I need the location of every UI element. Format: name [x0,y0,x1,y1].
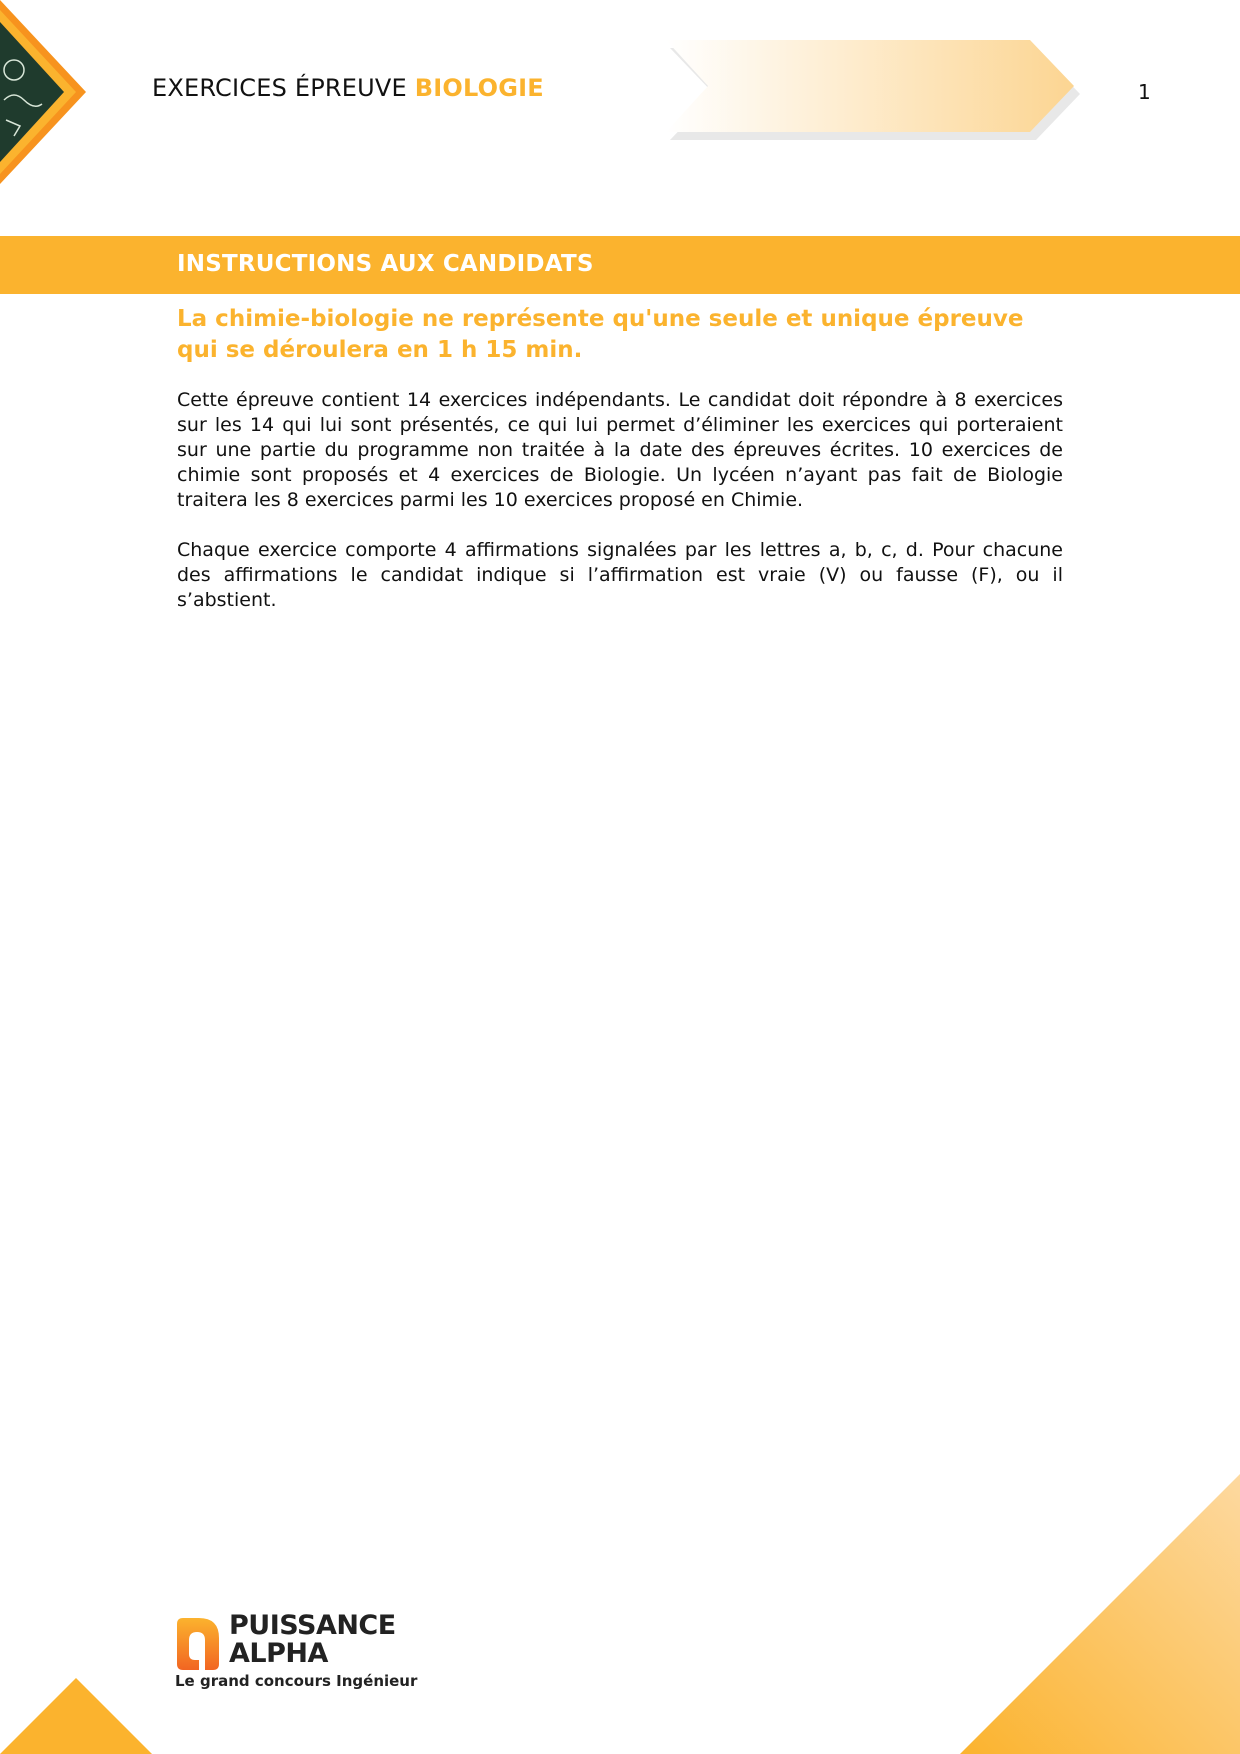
header-title-part2: ÉPREUVE [294,74,407,102]
page-number: 1 [1138,80,1151,104]
header-arrow-banner [658,38,1088,142]
instructions-band [0,236,1240,294]
header-title-part1: EXERCICES [152,74,288,102]
logo-mark-icon [175,1616,227,1670]
bottom-right-decoration [960,1474,1240,1754]
logo-line1: PUISSANCE [229,1610,396,1641]
puissance-alpha-logo [175,1610,418,1690]
corner-badge-image [0,0,110,200]
bottom-left-decoration [0,1674,160,1754]
logo-tagline: Le grand concours Ingénieur [175,1672,418,1690]
content [177,304,1063,638]
lead-statement: La chimie-biologie ne représente qu'une seule et unique épreuve qui se déroulera en 1 h 15 min. [177,306,1024,363]
logo-line2: ALPHA [229,1638,328,1669]
paragraph-1: Cette épreuve contient 14 exercices indépendants. Le candidat doit répondre à 8 exercices sur les 14 qui lui sont présentés, ce qui lui permet d’éliminer les exercices qui porteraient sur une partie du programme non traitée à la date des épreuves écrites. 10 exercices de chimie sont proposés et 4 exercices de Biologie. Un lycéen n’ayant pas fait de Biologie traitera les 8 exercices parmi les 10 exercices proposé en Chimie. [177,389,1063,511]
section-title: INSTRUCTIONS AUX CANDIDATS [177,251,594,277]
header-title-part3: BIOLOGIE [414,74,544,102]
header-title [152,74,544,102]
paragraph-2: Chaque exercice comporte 4 affirmations signalées par les lettres a, b, c, d. Pour chacune des affirmations le candidat indique si l’affirmation est vraie (V) ou fausse (F), ou il s’abstient. [177,539,1063,611]
